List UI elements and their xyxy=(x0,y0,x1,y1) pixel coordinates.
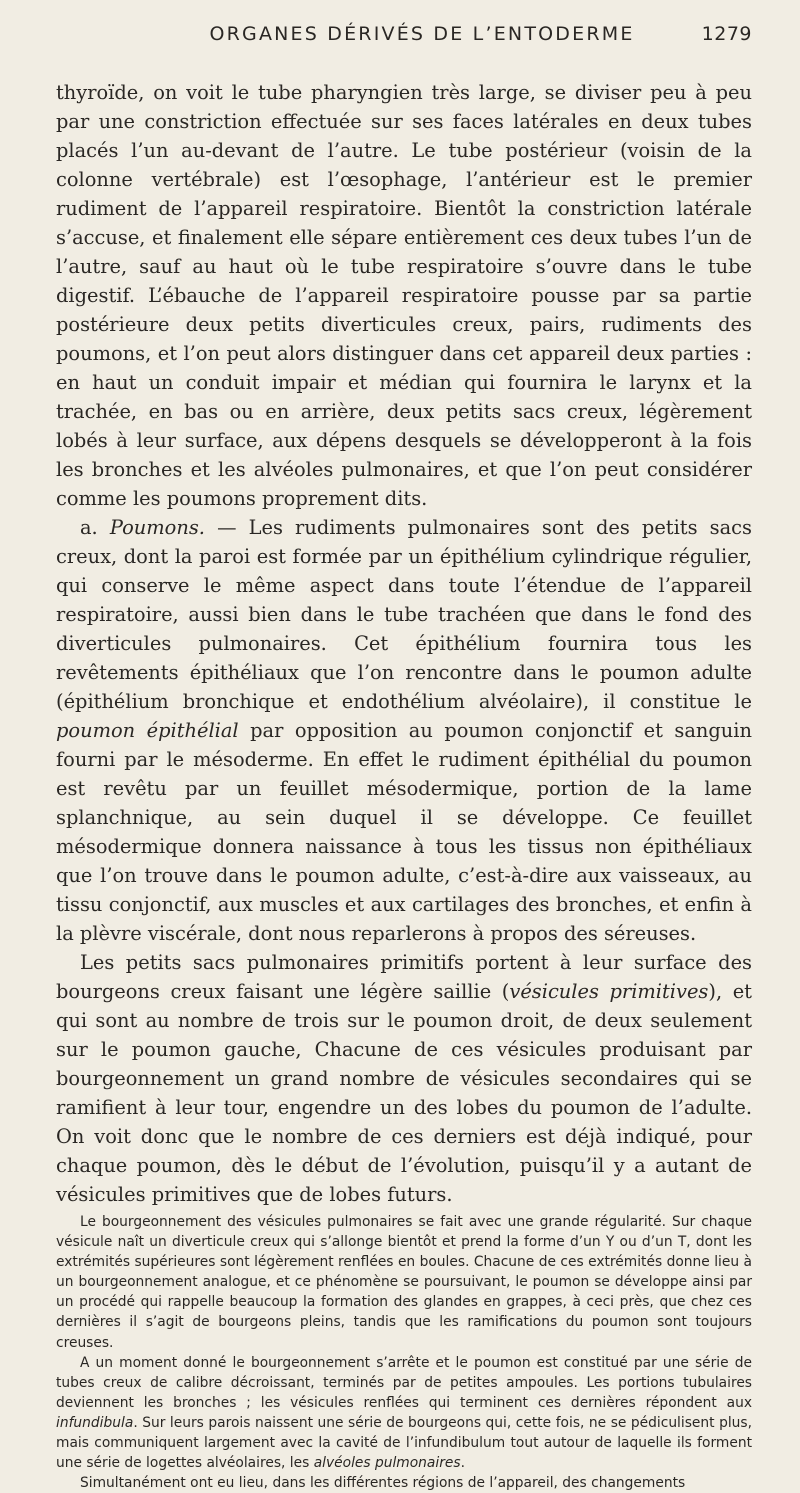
paragraph-text: . Sur leurs parois naissent une série de bourgeons qui, cette fois, ne se pédiculisent plus, mais communiquent largement avec la cavité de l’infundibulum tout autour de laquelle ils forment une série de logettes alvéolaires, les xyxy=(56,1414,752,1472)
paragraph-text: Les rudiments pulmonaires sont des petits sacs creux, dont la paroi est formée par un épithélium cylindrique régulier, qui conserve le même aspect dans toute l’étendue de l’appareil respiratoire, aussi bien dans le tube trachéen que dans le fond des diverticules pulmonaires. Cet épithélium fournira tous les revêtements épithéliaux que l’on rencontre dans le poumon adulte (épithélium bronchique et endothélium alvéolaire), il constitue le xyxy=(56,516,752,713)
paragraph-sacs-pulmonaires xyxy=(56,948,752,1209)
section-label: a. xyxy=(80,516,98,539)
term-poumon-epithelial: poumon épithélial xyxy=(56,719,239,742)
book-page xyxy=(56,20,752,1493)
page-header xyxy=(56,20,752,52)
section-heading: Poumons. xyxy=(109,516,205,539)
paragraph-poumons xyxy=(56,513,752,948)
paragraph-text: . xyxy=(460,1455,465,1472)
paragraph-text: A un moment donné le bourgeonnement s’arrête et le poumon est constitué par une série de tubes creux de calibre décroissant, terminés par de petites ampoules. Les portions tubulaires deviennent les bronches ; les vésicules renflées qui terminent ces dernières répondent aux xyxy=(56,1354,752,1411)
main-text xyxy=(56,78,752,1209)
term-infundibula: infundibula xyxy=(56,1414,134,1431)
note-bourgeonnement: Le bourgeonnement des vésicules pulmonaires se fait avec une grande régularité. Sur chaque vésicule naît un diverticule creux qui s’allonge bientôt et prend la forme d’un Y ou d’un T, dont les extrémités supérieures sont légèrement renflées en boules. Chacune de ces extrémités donne lieu à un bourgeonnement analogue, et ce phénomène se poursuivant, le poumon se développe ainsi par un procédé qui rappelle beaucoup la formation des glandes en grappes, à ceci près, que chez ces dernières il s’agit de bourgeons pleins, tandis que les ramifications du poumon sont toujours creuses. xyxy=(56,1214,752,1351)
page-number: 1279 xyxy=(701,23,752,45)
paragraph-text: ), et qui sont au nombre de trois sur le poumon droit, de deux seulement sur le poumon gauche, Chacune de ces vésicules produisant par bourgeonnement un grand nombre de vésicules secondaires qui se ramifient à leur tour, engendre un des lobes du poumon de l’adulte. On voit donc que le nombre de ces derniers est déjà indiqué, pour chaque poumon, dès le début de l’évolution, puisqu’il y a autant de vésicules primitives que de lobes futurs. xyxy=(56,980,752,1206)
paragraph-continuation: thyroïde, on voit le tube pharyngien très large, se diviser peu à peu par une constriction effectuée sur ses faces latérales en deux tubes placés l’un au-devant de l’autre. Le tube postérieur (voisin de la colonne vertébrale) est l’œsophage, l’antérieur est le premier rudiment de l’appareil respiratoire. Bientôt la constriction latérale s’accuse, et finalement elle sépare entièrement ces deux tubes l’un de l’autre, sauf au haut où le tube respiratoire s’ouvre dans le tube digestif. L’ébauche de l’appareil respiratoire pousse par sa partie postérieure deux petits diverticules creux, pairs, rudiments des poumons, et l’on peut alors distinguer dans cet appareil deux parties : en haut un conduit impair et médian qui fournira le larynx et la trachée, en bas ou en arrière, deux petits sacs creux, légèrement lobés à leur surface, aux dépens desquels se développeront à la fois les bronches et les alvéoles pulmonaires, et que l’on peut considérer comme les poumons proprement dits. xyxy=(56,81,752,510)
note-bronches xyxy=(56,1353,752,1474)
small-print-notes xyxy=(56,1212,752,1493)
term-vesicules-primitives: vésicules primitives xyxy=(509,980,709,1003)
paragraph-text: Les petits sacs pulmonaires primitifs portent à leur surface des bourgeons creux faisant une légère saillie ( xyxy=(56,951,752,1003)
running-title: ORGANES DÉRIVÉS DE L’ENTODERME xyxy=(209,23,635,45)
heading-dash: — xyxy=(204,516,249,539)
note-simultanement: Simultanément ont eu lieu, dans les différentes régions de l’appareil, des changements xyxy=(80,1475,686,1492)
term-alveoles-pulmonaires: alvéoles pulmonaires xyxy=(313,1455,461,1472)
paragraph-text: par opposition au poumon conjonctif et sanguin fourni par le mésoderme. En effet le rudiment épithélial du poumon est revêtu par un feuillet mésodermique, portion de la lame splanchnique, au sein duquel il se développe. Ce feuillet mésodermique donnera naissance à tous les tissus non épithéliaux que l’on trouve dans le poumon adulte, c’est-à-dire aux vaisseaux, au tissu conjonctif, aux muscles et aux cartilages des bronches, et enfin à la plèvre viscérale, dont nous reparlerons à propos des séreuses. xyxy=(56,719,752,945)
